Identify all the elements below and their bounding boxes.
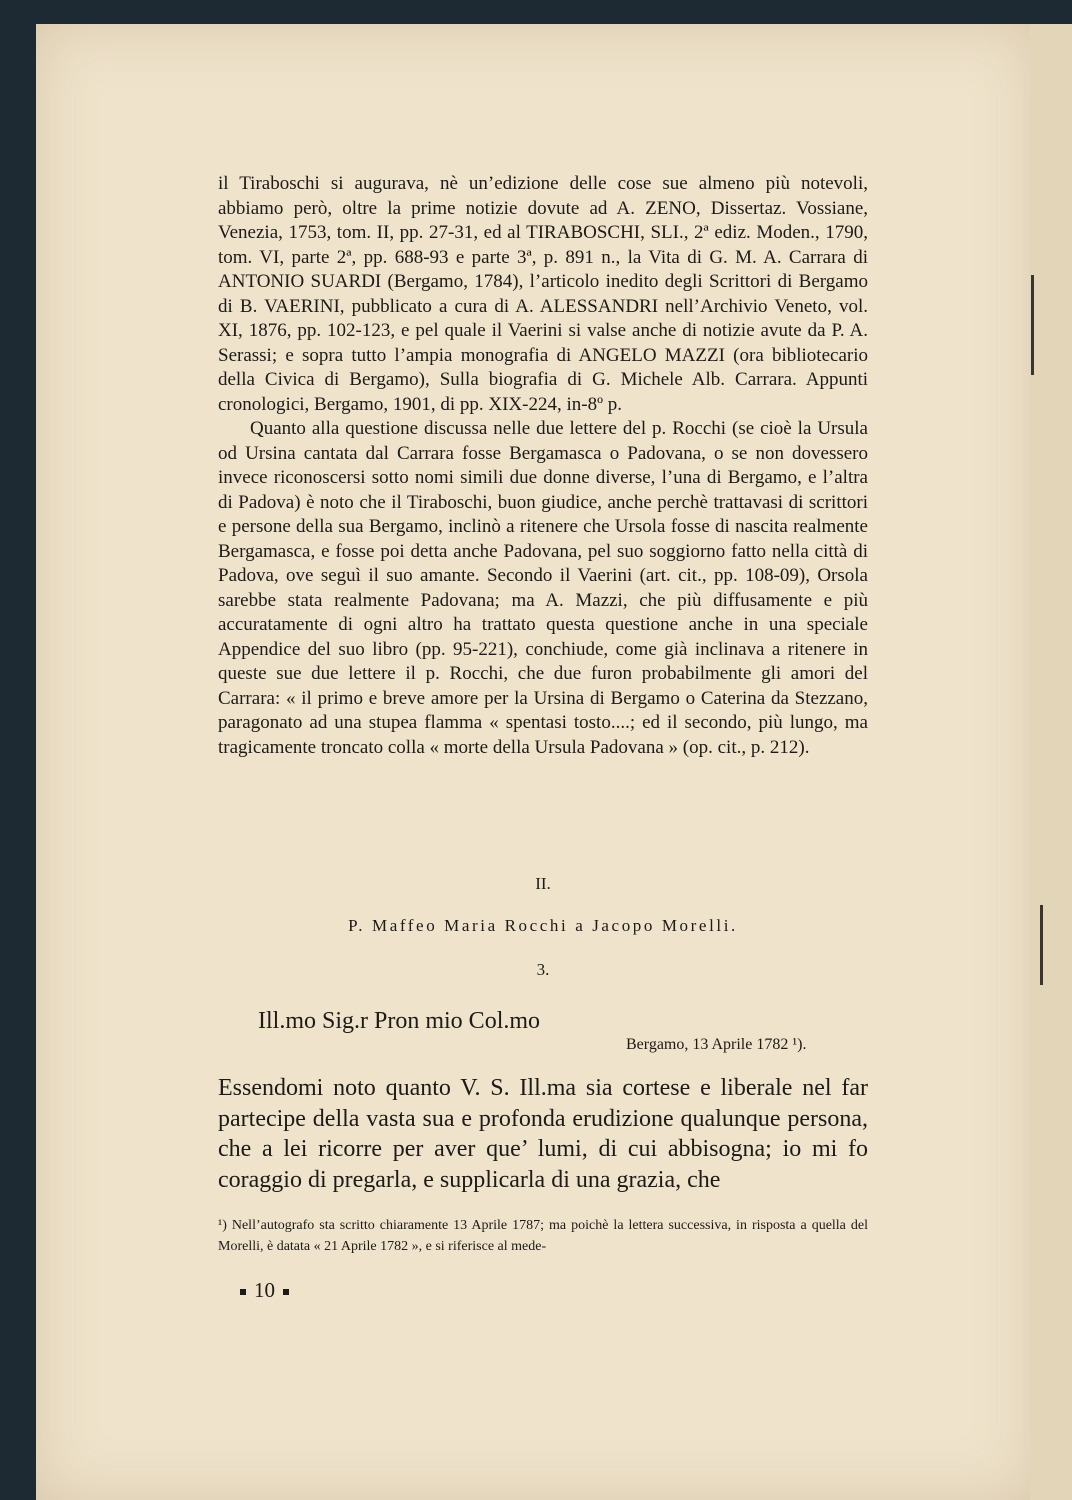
paragraph-intro: il Tiraboschi si augurava, nè un’edizione delle cose sue almeno più notevoli, abbiamo però, oltre la prime notizie dovute ad A. ZENO, Dissertaz. Vossiane, Venezia, 1753, tom. II, pp. 27-31, ed al TIRABOSCHI, SLI., 2ª ediz. Moden., 1790, tom. VI, parte 2ª, pp. 688-93 e parte 3ª, p. 891 n., la Vita di G. M. A. Carrara di ANTONIO SUARDI (Bergamo, 1784), l’articolo inedito degli Scrittori di Bergamo di B. VAERINI, pubblicato a cura di A. ALESSANDRI nell’Archivio Veneto, vol. XI, 1876, pp. 102-123, e pel quale il Vaerini si valse anche di notizie avute da P. A. Serassi; e sopra tutto l’ampia monografia di ANGELO MAZZI (ora bibliotecario della Civica di Bergamo), Sulla biografia di G. Michele Alb. Carrara. Appunti cronologici, Bergamo, 1901, di pp. XIX-224, in-8º p. bbox=[218, 173, 868, 415]
body-text bbox=[218, 172, 868, 760]
letter-number: 3. bbox=[536, 960, 550, 979]
bullet-icon bbox=[240, 1289, 246, 1295]
page-number-value: 10 bbox=[254, 1278, 275, 1302]
gutter-mark bbox=[1040, 905, 1043, 985]
letter-dateline: Bergamo, 13 Aprile 1782 ¹). bbox=[626, 1036, 807, 1053]
section-title: P. Maffeo Maria Rocchi a Jacopo Morelli. bbox=[348, 916, 738, 935]
footnote: ¹) Nell’autografo sta scritto chiaramente 13 Aprile 1787; ma poichè la lettera successiva, in risposta a quella del Morelli, è datata « 21 Aprile 1782 », e si riferisce al mede- bbox=[218, 1218, 868, 1254]
letter-salutation: Ill.mo Sig.r Pron mio Col.mo bbox=[258, 1008, 541, 1034]
gutter-mark bbox=[1031, 275, 1034, 375]
letter-body: Essendomi noto quanto V. S. Ill.ma sia cortese e liberale nel far partecipe della vasta sua e profonda erudizione qualunque persona, che a lei ricorre per aver que’ lumi, di cui abbisogna; io mi fo coraggio di pregarla, e supplicarla di una grazia, che bbox=[218, 1075, 868, 1193]
bullet-icon bbox=[283, 1289, 289, 1295]
page-number bbox=[232, 1278, 297, 1303]
book-gutter bbox=[1030, 24, 1072, 1500]
paragraph-question: Quanto alla questione discussa nelle due lettere del p. Rocchi (se cioè la Ursula od Ursina cantata dal Carrara fosse Bergamasca o Padovana, o se non dovessero invece riconoscersi sotto nomi simili due donne diverse, l’una di Bergamo, e l’altra di Padova) è noto che il Tiraboschi, buon giudice, anche perchè trattavasi di scrittori e persone della sua Bergamo, inclinò a ritenere che Ursola fosse di nascita realmente Bergamasca, e fosse poi detta anche Padovana, pel suo soggiorno fatto nella città di Padova, ove seguì il suo amante. Secondo il Vaerini (art. cit., pp. 108-09), Orsola sarebbe stata realmente Padovana; ma A. Mazzi, che più diffusamente e più accuratamente di ogni altro ha trattato questa questione anche in una speciale Appendice del suo libro (pp. 95-221), conchiude, come già inclinava a ritenere in queste sue due lettere il p. Rocchi, che due furon probabilmente gli amori del Carrara: « il primo e breve amore per la Ursina di Bergamo o Caterina da Stezzano, paragonato ad una stupea flamma « spentasi tosto....; ed il secondo, più lungo, ma tragicamente troncato colla « morte della Ursula Padovana » (op. cit., p. 212). bbox=[218, 418, 868, 758]
section-number: II. bbox=[535, 874, 551, 893]
